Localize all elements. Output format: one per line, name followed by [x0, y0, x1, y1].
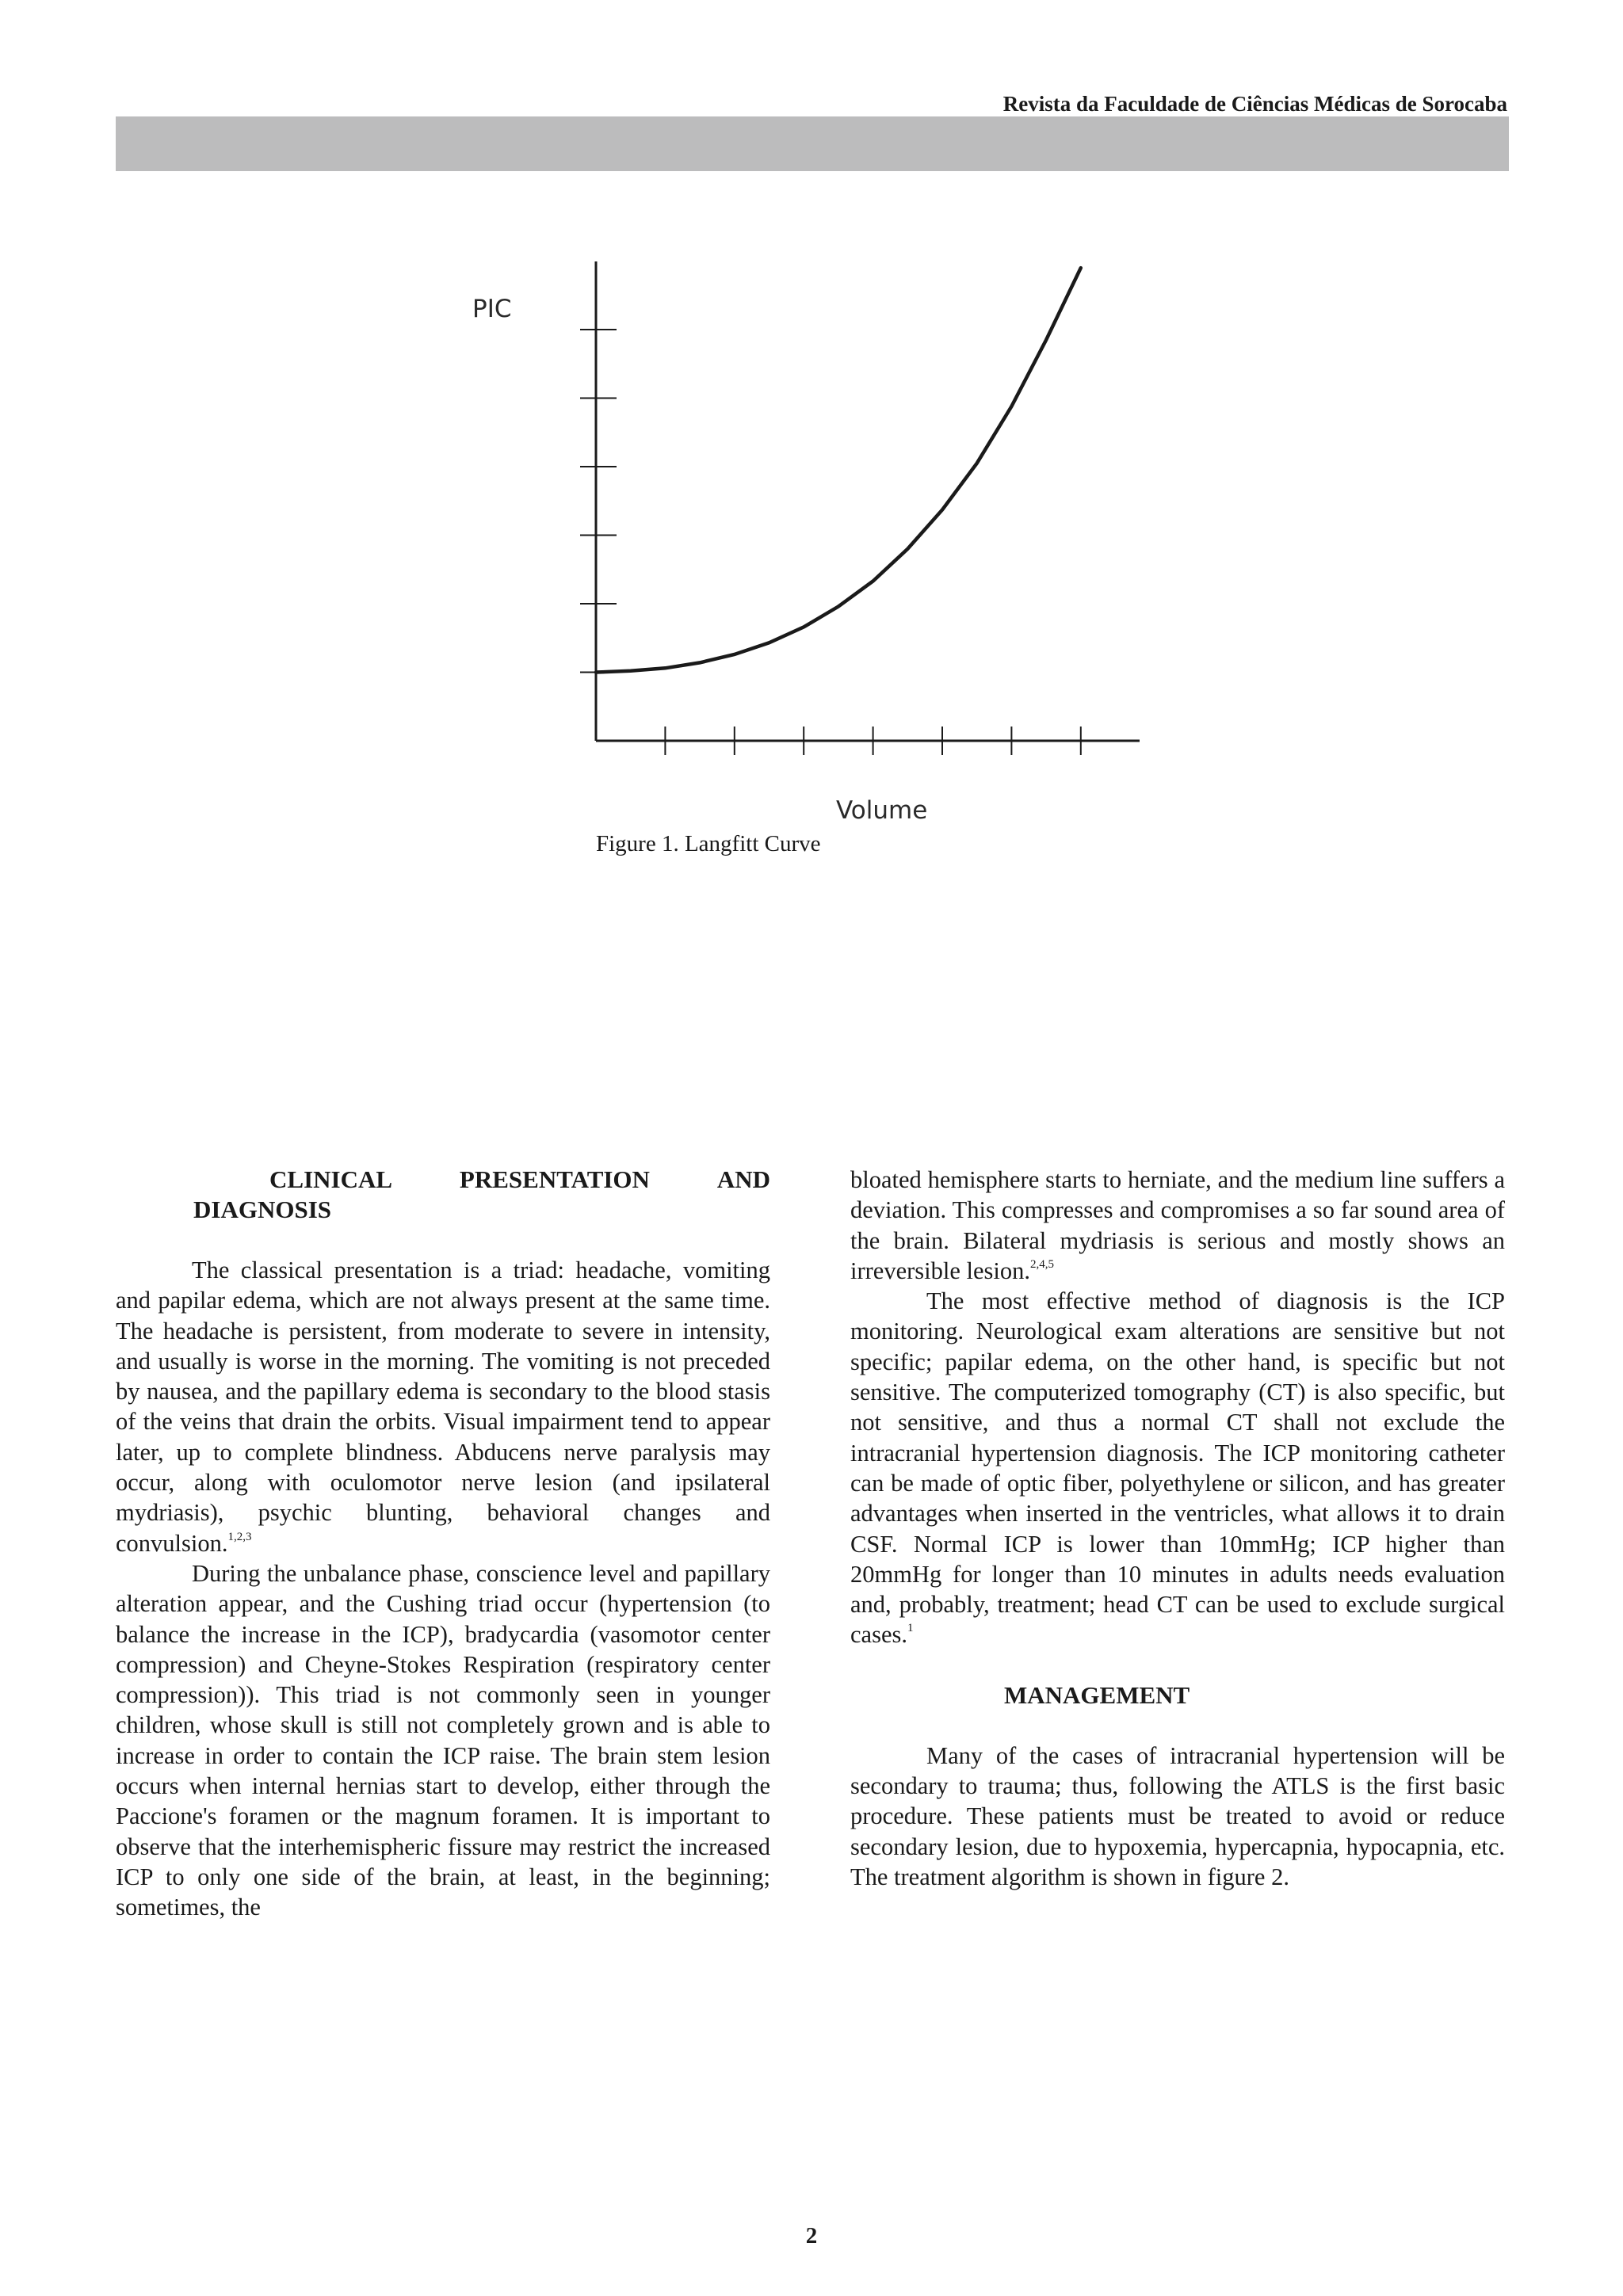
citation: 1,2,3	[227, 1530, 252, 1543]
paragraph-text: bloated hemisphere starts to herniate, and the medium line suffers a deviation. This compresses and compromises a so far sound area of the brain. Bilateral mydriasis is serious and mostly shows an irreversible lesion.	[850, 1166, 1505, 1284]
journal-title: Revista da Faculdade de Ciências Médicas de Sorocaba	[1002, 92, 1507, 116]
left-column	[116, 1165, 770, 1923]
x-axis-label: Volume	[836, 796, 928, 825]
right-column	[850, 1165, 1505, 1892]
citation: 1	[907, 1622, 914, 1635]
paragraph	[116, 1558, 770, 1923]
paragraph-text: Many of the cases of intracranial hypertension will be secondary to trauma; thus, following the ATLS is the first basic procedure. These patients must be treated to avoid or reduce secondary lesion, due to hypoxemia, hypercapnia, hypocapnia, etc. The treatment algorithm is shown in figure 2.	[850, 1741, 1505, 1890]
section-heading-clinical: CLINICAL PRESENTATION AND DIAGNOSIS	[193, 1165, 770, 1223]
citation: 2,4,5	[1029, 1257, 1054, 1271]
langfitt-chart	[0, 0, 1623, 840]
paragraph	[116, 1255, 770, 1558]
langfitt-curve-line	[596, 268, 1081, 672]
page-number: 2	[805, 2223, 818, 2248]
paragraph	[850, 1165, 1505, 1286]
y-ticks	[580, 330, 617, 673]
paragraph-text: During the unbalance phase, conscience level and papillary alteration appear, and the Cushing triad occur (hypertension (to balance the increase in the ICP), bradycardia (vasomotor center compression) and Cheyne-Stokes Respiration (respiratory center compression)). This triad is not commonly seen in younger children, whose skull is still not completely grown and is able to increase in order to contain the ICP raise. The brain stem lesion occurs when internal hernias start to develop, either through the Paccione's foramen or the magnum foramen. It is important to observe that the interhemispheric fissure may restrict the increased ICP to only one side of the brain, at least, in the beginning; sometimes, the	[116, 1559, 770, 1921]
paragraph	[850, 1741, 1505, 1892]
paragraph-text: The most effective method of diagnosis is the ICP monitoring. Neurological exam alterations are sensitive but not specific; papilar edema, on the other hand, is specific but not sensitive. The computerized tomography (CT) is also specific, but not sensitive, and thus a normal CT shall not exclude the intracranial hypertension diagnosis. The ICP monitoring catheter can be made of optic fiber, polyethylene or silicon, and has greater advantages when inserted in the ventricles, what allows it to drain CSF. Normal ICP is lower than 10mmHg; ICP higher than 20mmHg for longer than 10 minutes in adults needs evaluation and, probably, treatment; head CT can be used to exclude surgical cases.	[850, 1287, 1505, 1649]
paragraph-text: The classical presentation is a triad: headache, vomiting and papilar edema, which are not always present at the same time. The headache is persistent, from moderate to severe in intensity, and usually is worse in the morning. The vomiting is not preceded by nausea, and the papillary edema is secondary to the blood stasis of the veins that drain the orbits. Visual impairment tend to appear later, up to complete blindness. Abducens nerve paralysis may occur, along with oculomotor nerve lesion (and ipsilateral mydriasis), psychic blunting, behavioral changes and convulsion.	[116, 1257, 770, 1557]
y-axis-label: PIC	[472, 295, 512, 323]
paragraph	[850, 1286, 1505, 1650]
chart-axes	[596, 261, 1140, 741]
section-heading-management: MANAGEMENT	[1004, 1680, 1190, 1709]
figure-caption: Figure 1. Langfitt Curve	[596, 831, 821, 856]
